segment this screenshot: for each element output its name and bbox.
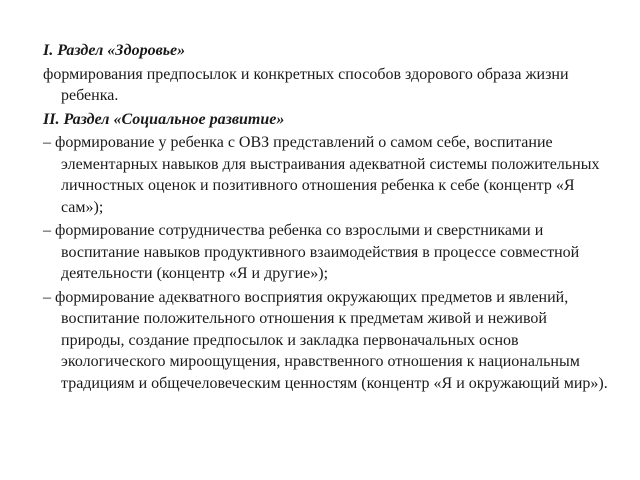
health-paragraph: формирования предпосылок и конкретных способов здорового образа жизни ребенка. [43, 65, 569, 104]
social-paragraph-world: – формирование адекватного восприятия окружающих предметов и явлений, воспитание положительного отношения к предметам живой и неживой природы, создание предпосылок и закладка первоначальных основ экологического мироощущения, нравственного отношения к национальным традициям и общечеловеческим ценностям (концентр «Я и окружающий мир»). [43, 288, 608, 392]
slide-body [43, 40, 609, 396]
social-paragraph-self: – формирование у ребенка с ОВЗ представлений о самом себе, воспитание элементарных навыков для выстраивания адекватной системы положительных личностных оценок и позитивного отношения ребенка к себе (концентр «Я сам»); [43, 134, 600, 216]
social-paragraph-others: – формирование сотрудничества ребенка со взрослыми и сверстниками и воспитание навыков продуктивного взаимодействия в процессе совместной деятельности (концентр «Я и другие»); [43, 222, 580, 282]
section-heading-health: I. Раздел «Здоровье» [43, 42, 186, 59]
section-heading-social: II. Раздел «Социальное развитие» [43, 110, 285, 128]
